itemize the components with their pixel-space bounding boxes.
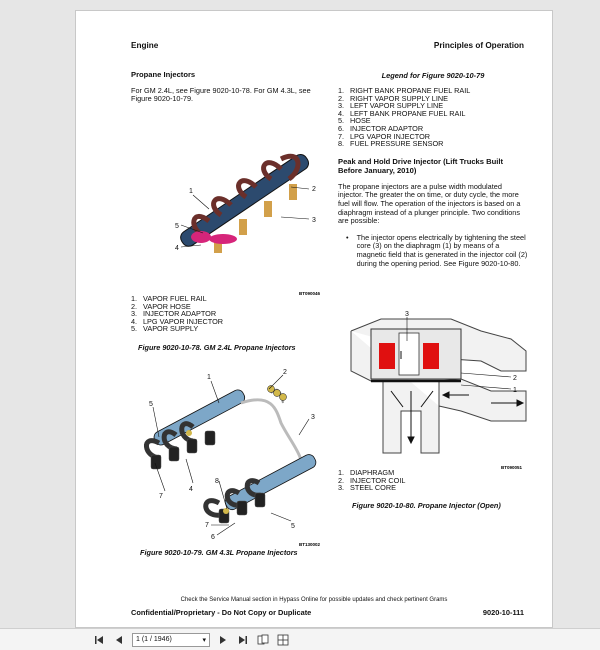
page-selector[interactable] <box>132 633 210 647</box>
legend-title: Legend for Figure 9020-10-79 <box>381 71 485 80</box>
callout-5: 5 <box>149 401 153 408</box>
legend-item: 4. LEFT BANK PROPANE FUEL RAIL <box>338 108 466 118</box>
footer-note: Check the Service Manual section in Hypass Online for possible updates and check pertinent Grams <box>180 597 448 603</box>
figure-78-code: BT090046 <box>299 291 321 296</box>
first-page-icon <box>94 635 104 645</box>
callout-3: 3 <box>312 217 316 224</box>
figure-80-list <box>338 469 405 492</box>
view-mode-button[interactable] <box>256 633 270 647</box>
legend-item: 5. HOSE <box>338 116 371 126</box>
first-page-button[interactable] <box>92 633 106 647</box>
callout-1: 1 <box>513 387 517 394</box>
list-item: 1. DIAPHRAGM <box>338 468 395 477</box>
page-value: 1 (1 / 1946) <box>136 636 172 643</box>
chevron-down-icon: ▾ <box>202 636 206 644</box>
figure-79-caption: Figure 9020-10-79. GM 4.3L Propane Injectors <box>140 548 298 557</box>
prev-page-icon <box>114 635 124 645</box>
legend-item: 8. FUEL PRESSURE SENSOR <box>338 139 444 149</box>
callout-5: 5 <box>175 223 179 230</box>
section-title: Propane Injectors <box>131 70 196 79</box>
viewer-toolbar <box>0 628 600 650</box>
figure-78-illustration <box>131 129 331 299</box>
right-column <box>338 71 528 268</box>
callout-4: 4 <box>175 245 179 252</box>
legend-list <box>338 87 528 148</box>
manual-page <box>75 10 553 628</box>
list-item: 1. VAPOR FUEL RAIL <box>131 294 207 303</box>
legend-item: 2. RIGHT VAPOR SUPPLY LINE <box>338 93 448 103</box>
figure-79-illustration <box>131 363 331 548</box>
list-item: 3. STEEL CORE <box>338 483 396 493</box>
header-chapter: Engine <box>131 41 159 50</box>
legend-item: 1. RIGHT BANK PROPANE FUEL RAIL <box>338 86 471 95</box>
pages-icon <box>257 634 269 646</box>
footer-confidential: Confidential/Proprietary - Do Not Copy or Duplicate <box>131 608 312 617</box>
callout-7b: 7 <box>205 522 209 529</box>
legend-item: 7. LPG VAPOR INJECTOR <box>338 131 431 141</box>
bullet-text: The injector opens electrically by tightening the steel core (3) on the diaphragm (1) by means of a magnetic field that is generated in the injector coil (2) during the opening period. See Figure 9020-10-80. <box>356 232 528 268</box>
bullet-mark: • <box>346 232 349 242</box>
callout-1: 1 <box>207 374 211 381</box>
legend-item: 6. INJECTOR ADAPTOR <box>338 123 424 133</box>
callout-3: 3 <box>311 414 315 421</box>
footer-page-number: 9020-10-111 <box>482 608 524 617</box>
body-paragraph: The propane injectors are a pulse width modulated injector. The greater the on time, or duty cycle, the more fuel will flow. The operation of the injectors is based on a diaphragm instead of a plunger principle. Two conditions are possible: <box>338 181 521 226</box>
thumbnails-icon <box>277 634 289 646</box>
left-column <box>131 71 321 104</box>
list-item: 2. INJECTOR COIL <box>338 475 406 485</box>
callout-1: 1 <box>189 188 193 195</box>
figure-79-code: BT130002 <box>299 542 321 547</box>
next-page-icon <box>218 635 228 645</box>
callout-8: 8 <box>215 478 219 485</box>
callout-2: 2 <box>283 369 287 376</box>
subsection-title: Peak and Hold Drive Injector (Lift Trucks Built Before January, 2010) <box>338 156 503 175</box>
figure-78-list <box>131 295 223 333</box>
injector-coil <box>379 343 395 369</box>
intro-text: For GM 2.4L, see Figure 9020-10-78. For GM 4.3L, see Figure 9020-10-79. <box>131 85 311 104</box>
legend-item: 3. LEFT VAPOR SUPPLY LINE <box>338 101 444 111</box>
last-page-button[interactable] <box>236 633 250 647</box>
figure-80-caption: Figure 9020-10-80. Propane Injector (Open) <box>352 501 501 510</box>
callout-5b: 5 <box>291 523 295 530</box>
figure-80-illustration <box>341 311 531 473</box>
bullet-item <box>338 234 528 268</box>
figure-78-caption: Figure 9020-10-78. GM 2.4L Propane Injectors <box>138 343 296 352</box>
list-item: 3. INJECTOR ADAPTOR <box>131 309 217 319</box>
thumbnails-button[interactable] <box>276 633 290 647</box>
list-item: 4. LPG VAPOR INJECTOR <box>131 316 224 326</box>
figure-80-code: BT090051 <box>501 465 523 470</box>
header-section: Principles of Operation <box>433 41 524 50</box>
callout-3: 3 <box>405 311 409 318</box>
callout-6: 6 <box>211 534 215 541</box>
prev-page-button[interactable] <box>112 633 126 647</box>
list-item: 2. VAPOR HOSE <box>131 301 191 311</box>
list-item: 5. VAPOR SUPPLY <box>131 324 199 334</box>
callout-2: 2 <box>312 186 316 193</box>
callout-7: 7 <box>159 493 163 500</box>
last-page-icon <box>238 635 248 645</box>
callout-4: 4 <box>189 486 193 493</box>
callout-2: 2 <box>513 375 517 382</box>
next-page-button[interactable] <box>216 633 230 647</box>
